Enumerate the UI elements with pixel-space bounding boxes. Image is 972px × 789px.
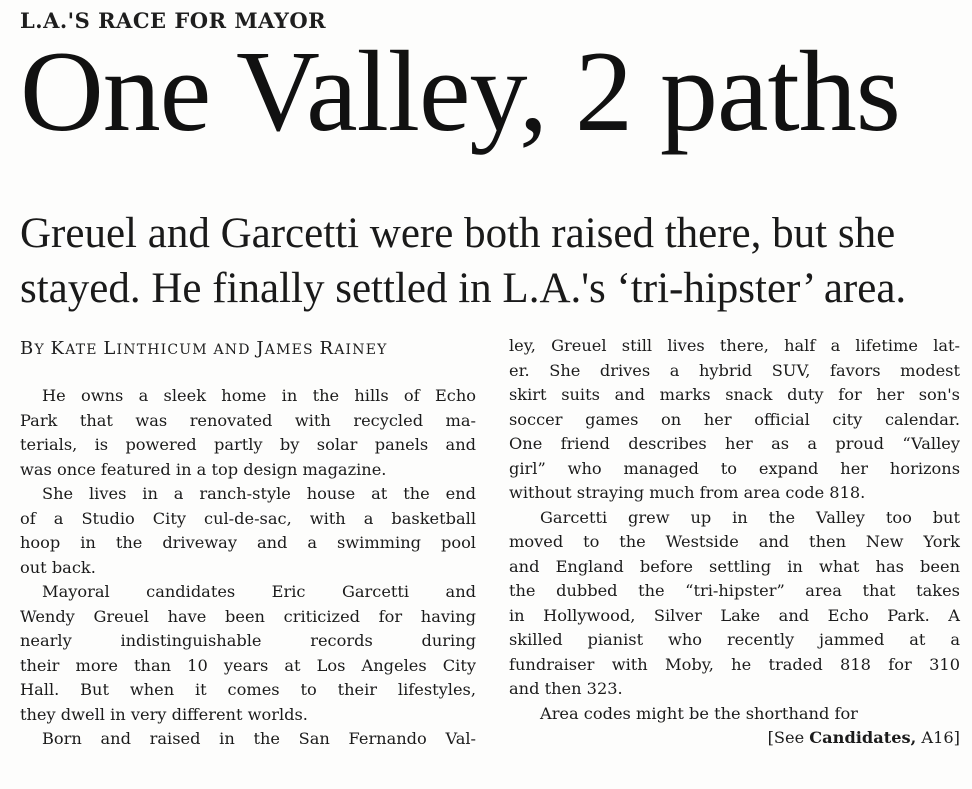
jump-open: [See [767,728,810,747]
body-line: their more than 10 years at Los Angeles City [20,655,476,675]
article-column-left [20,384,476,752]
body-line: skirt suits and marks snack duty for her son's [509,385,960,404]
body-line: Garcetti grew up in the Valley too but [540,507,960,527]
body-line: nearly indistinguishable records during [20,631,476,650]
byline-prefix-cap: B [20,338,35,359]
body-line: terials, is powered partly by solar panels and [20,435,476,454]
author2-first-rest: AMES [264,342,314,358]
body-line: She lives in a ranch-style house at the end [42,484,476,503]
subhead-line-1: Greuel and Garcetti were both raised there, but she [20,210,896,257]
subhead-line-2: stayed. He finally settled in L.A.'s ‘tri-hipster’ area. [20,265,907,312]
author2-first-cap: J [256,338,265,359]
body-line: Area codes might be the shorthand for [540,703,858,723]
body-line: and England before settling in what has been [509,556,960,576]
body-line: of a Studio City cul-de-sac, with a basketball [20,508,476,528]
author1-first-cap: K [50,338,66,359]
body-line: in Hollywood, Silver Lake and Echo Park. A [509,605,960,625]
byline [20,338,388,359]
body-line: fundraiser with Moby, he traded 818 for 310 [509,654,960,674]
body-line: hoop in the driveway and a swimming pool [20,533,476,552]
section-kicker: L.A.'S RACE FOR MAYOR [20,8,327,33]
body-line: One friend describes her as a proud “Valley [509,434,960,453]
body-line: Born and raised in the San Fernando Val- [42,729,476,748]
body-line: they dwell in very different worlds. [20,704,308,724]
body-line: Park that was renovated with recycled ma- [20,410,476,430]
body-line: girl” who managed to expand her horizons [509,458,960,478]
body-line: He owns a sleek home in the hills of Echo [42,386,476,405]
body-line: the dubbed the “tri-hipster” area that takes [509,581,960,600]
byline-conjunction: AND [213,342,251,358]
body-line: Hall. But when it comes to their lifestyles, [20,680,476,699]
body-line: and then 323. [509,679,623,698]
body-line: moved to the Westside and then New York [509,532,960,551]
body-line: out back. [20,557,96,577]
author2-last-rest: AINEY [334,342,388,358]
continuation-jump [509,726,960,751]
body-line: was once featured in a top design magazine. [20,459,387,479]
subheadline [20,206,960,316]
byline-prefix-rest: Y [34,342,45,358]
author1-first-rest: ATE [65,342,98,358]
body-line: skilled pianist who recently jammed at a [509,630,960,649]
author2-last-cap: R [319,338,335,359]
article-column-right [509,334,960,751]
jump-label: Candidates, [809,728,917,747]
author1-last-cap: L [103,338,117,359]
jump-page: A16] [916,728,960,747]
body-line: ley, Greuel still lives there, half a lifetime lat- [509,336,960,355]
author1-last-rest: INTHICUM [116,342,208,358]
body-line: soccer games on her official city calendar. [509,409,960,429]
body-line: Mayoral candidates Eric Garcetti and [42,582,476,601]
body-line: er. She drives a hybrid SUV, favors modest [509,360,960,380]
body-line: Wendy Greuel have been criticized for having [20,606,476,626]
body-line: without straying much from area code 818. [509,483,866,502]
headline: One Valley, 2 paths [20,28,900,156]
